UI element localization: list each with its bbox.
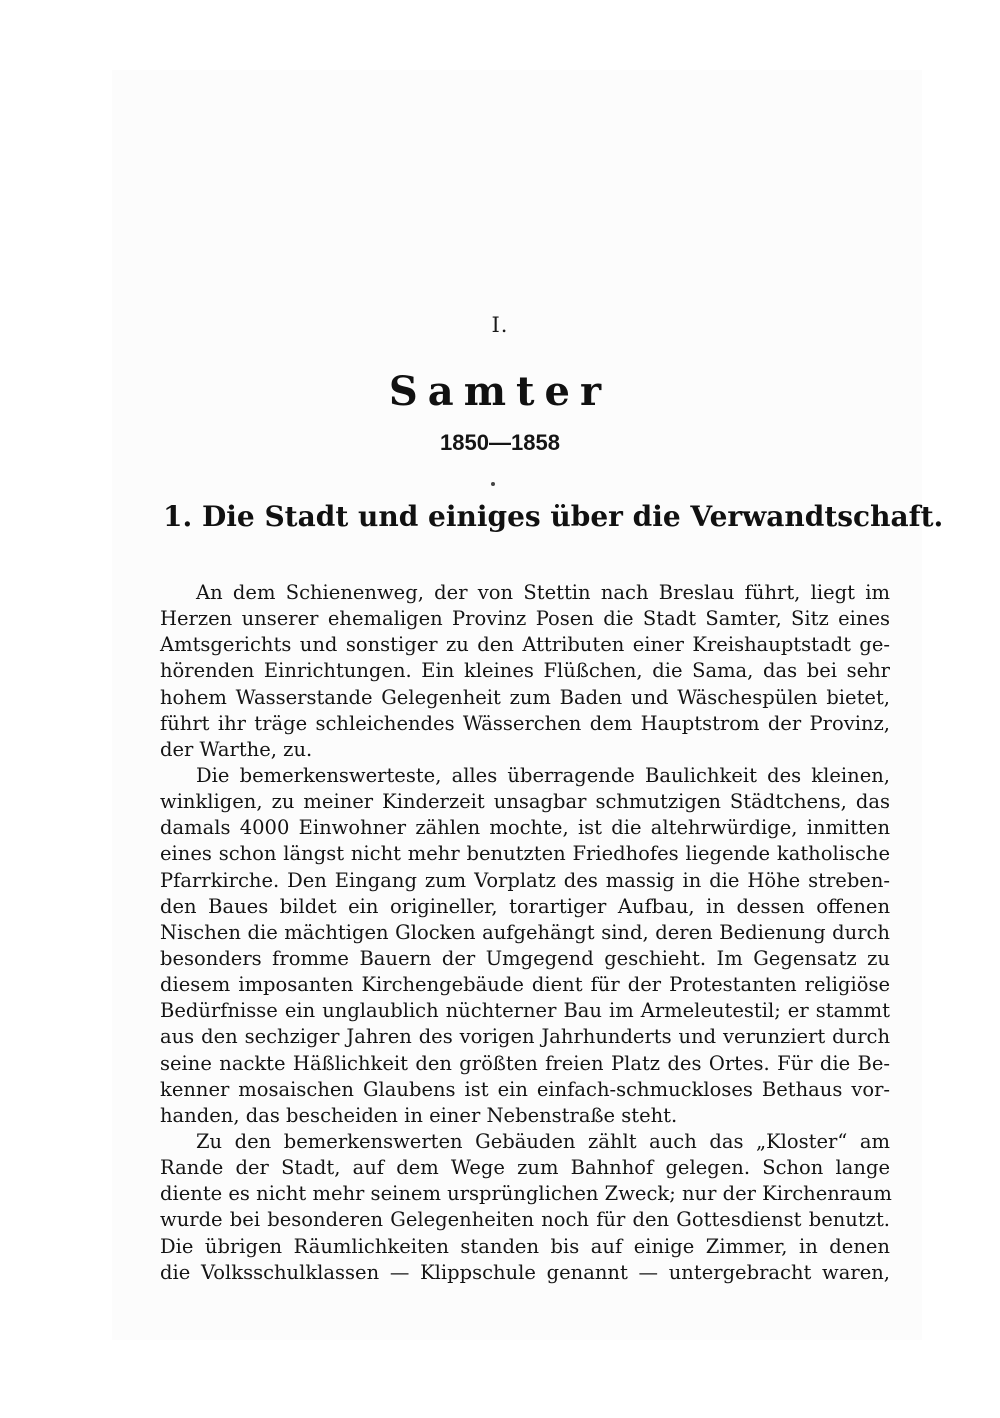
text-line: Rande der Stadt, auf dem Wege zum Bahnhof gelegen. Schon lange [160,1156,890,1180]
text-line: Herzen unserer ehemaligen Provinz Posen die Stadt Samter, Sitz eines [160,607,890,631]
text-line: der Warthe, zu. [160,737,313,761]
text-line: Pfarrkirche. Den Eingang zum Vorplatz des massig in die Höhe streben- [160,868,890,892]
text-line: aus den sechziger Jahren des vorigen Jahrhunderts und verunziert durch [160,1025,890,1049]
chapter-title: Samter [388,368,612,415]
text-line: Zu den bemerkenswerten Gebäuden zählt auch das „Kloster“ am [196,1129,890,1153]
text-line: handen, das bescheiden in einer Nebenstraße steht. [160,1103,678,1127]
text-line: Nischen die mächtigen Glocken aufgehängt sind, deren Bedienung durch [160,920,890,944]
text-line: damals 4000 Einwohner zählen mochte, ist die altehrwürdige, inmitten [160,816,890,840]
text-line: besonders fromme Bauern der Umgegend geschieht. Im Gegensatz zu [160,946,890,970]
text-line: kenner mosaischen Glaubens ist ein einfach-schmuckloses Bethaus vor- [160,1077,890,1101]
text-line: diesem imposanten Kirchengebäude dient für der Protestanten religiöse [160,973,890,997]
text-line: Bedürfnisse ein unglaublich nüchterner Bau im Armeleutestil; er stammt [160,999,890,1023]
chapter-years: 1850—1858 [440,430,560,455]
section-title: 1. Die Stadt und einiges über die Verwandtschaft. [163,500,944,533]
text-line: Amtsgerichts und sonstiger zu den Attributen einer Kreishauptstadt ge- [160,633,890,657]
chapter-number: I. [491,313,509,337]
text-line: hörenden Einrichtungen. Ein kleines Flüßchen, die Sama, das bei sehr [160,659,890,683]
text-line: winkligen, zu meiner Kinderzeit unsagbar schmutzigen Städtchens, das [160,790,890,814]
text-line: den Baues bildet ein origineller, torartiger Aufbau, in dessen offenen [160,894,890,918]
text-line: wurde bei besonderen Gelegenheiten noch für den Gottesdienst benutzt. [160,1208,890,1232]
separator-dot [491,482,495,486]
text-line: seine nackte Häßlichkeit den größten freien Platz des Ortes. Für die Be- [160,1051,890,1075]
text-line: hohem Wasserstande Gelegenheit zum Baden und Wäschespülen bietet, [160,685,890,709]
body-text [160,580,890,1286]
text-line: eines schon längst nicht mehr benutzten Friedhofes liegende katholische [160,842,890,866]
text-line: An dem Schienenweg, der von Stettin nach Breslau führt, liegt im [196,581,890,604]
text-line: Die bemerkenswerteste, alles überragende Baulichkeit des kleinen, [196,763,890,787]
text-line: die Volksschulklassen — Klippschule genannt — untergebracht waren, [160,1260,890,1284]
text-line: führt ihr träge schleichendes Wässerchen dem Hauptstrom der Provinz, [160,711,890,735]
text-line: Die übrigen Räumlichkeiten standen bis auf einige Zimmer, in denen [160,1234,890,1258]
text-line: diente es nicht mehr seinem ursprünglichen Zweck; nur der Kirchenraum [160,1182,892,1206]
